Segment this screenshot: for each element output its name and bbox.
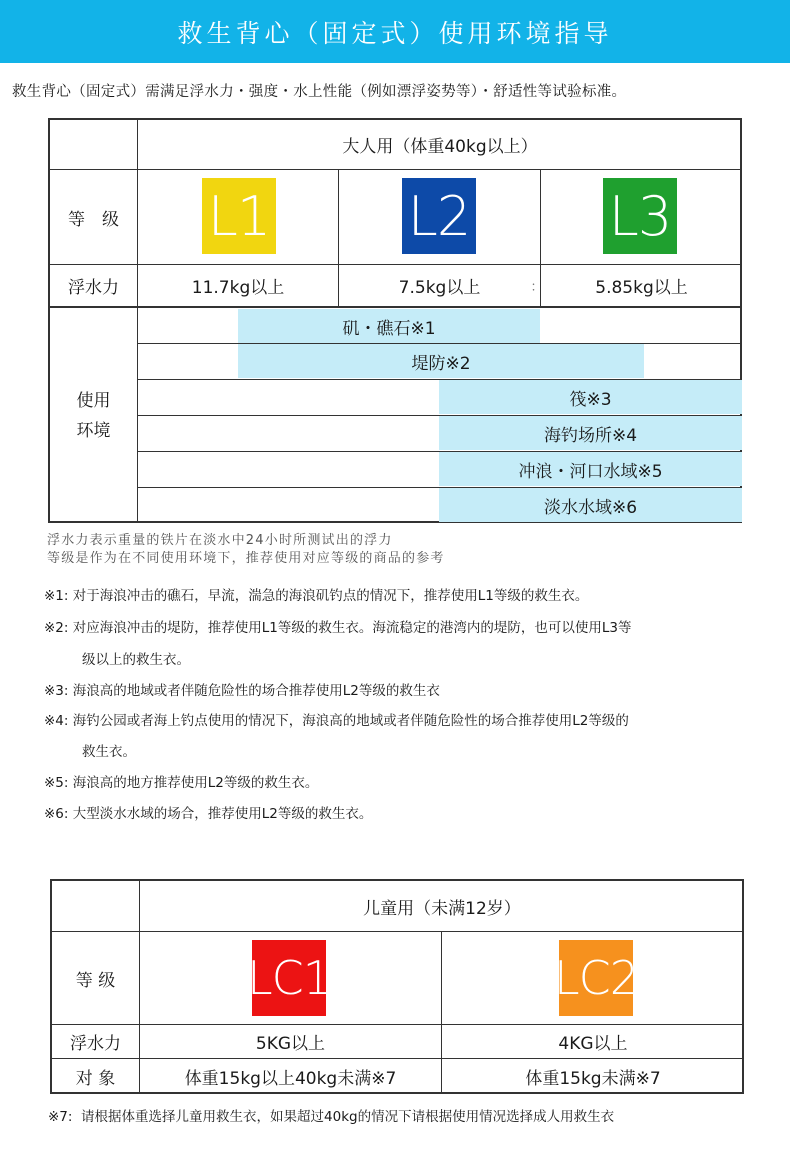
env-label-freshwater: 淡水水域※6: [543, 497, 638, 518]
adult-header: 大人用（体重40kg以上）: [342, 137, 538, 157]
footnote-6: [44, 802, 372, 822]
child-target-label: 对 象: [75, 1069, 116, 1089]
buoyancy-label: 浮水力: [68, 278, 119, 298]
badge-l2: L2: [402, 178, 476, 254]
env-label-fishing: 海钓场所※4: [543, 425, 638, 446]
footnote-mark: ※6:: [44, 806, 69, 822]
env-label-raft: 筏※3: [569, 389, 612, 410]
note-line: 浮水力表示重量的铁片在淡水中24小时所测试出的浮力: [47, 533, 393, 548]
footnote-2-cont: 级以上的救生衣。: [82, 652, 190, 668]
child-buoyancy-lc2: 4KG以上: [558, 1034, 628, 1054]
grade-label: 等 级: [68, 209, 119, 230]
env-label-breakwater: 堤防※2: [411, 353, 471, 374]
adult-table: [48, 118, 742, 523]
child-header: 儿童用（未满12岁）: [363, 898, 521, 919]
footnote-mark: ※1:: [44, 588, 69, 604]
footnote-text: 对应海浪冲击的堤防，推荐使用L1等级的救生衣。海流稳定的港湾内的堤防，也可以使用L3等: [72, 620, 632, 636]
divider: [50, 169, 742, 170]
footnote-mark: ※3:: [44, 683, 69, 699]
child-footnote: ※7: 请根据体重选择儿童用救生衣，如果超过40kg的情况下请根据使用情况选择成人用救生衣: [48, 1109, 615, 1125]
footnote-text: 海钓公园或者海上钓点使用的情况下，海浪高的地域或者伴随危险性的场合推荐使用L2等级的: [72, 713, 629, 729]
buoyancy-value-l2: 7.5kg以上: [398, 278, 481, 298]
badge-lc2: LC2: [559, 940, 633, 1016]
buoyancy-value-l1: 11.7kg以上: [191, 278, 285, 298]
env-label-rock: 矶・礁石※1: [342, 318, 436, 339]
child-target-lc1: 体重15kg以上40kg未满※7: [184, 1069, 397, 1089]
buoyancy-value-l3: 5.85kg以上: [595, 278, 688, 298]
footnote-mark: ※4:: [44, 713, 69, 729]
intro-text: 救生背心（固定式）需满足浮水力・强度・水上性能（例如漂浮姿势等）・舒适性等试验标准。: [12, 84, 627, 100]
footnote-text: 大型淡水水域的场合，推荐使用L2等级的救生衣。: [72, 806, 373, 822]
footnote-mark: ※5:: [44, 775, 69, 791]
child-buoyancy-lc1: 5KG以上: [255, 1034, 326, 1054]
footnote-text: 对于海浪冲击的礁石，早流，湍急的海浪矶钓点的情况下，推荐使用L1等级的救生衣。: [72, 588, 589, 604]
environment-label: [50, 308, 137, 523]
divider: [50, 306, 742, 308]
env-label-surf: 冲浪・河口水域※5: [518, 461, 663, 482]
child-grade-label: 等 级: [75, 970, 116, 991]
footnote-5: [44, 771, 318, 791]
footnote-4: [44, 709, 629, 729]
badge-l1: L1: [202, 178, 276, 254]
stray-mark: ：: [530, 280, 544, 295]
child-table: [50, 879, 744, 1094]
footnote-2: [44, 616, 631, 636]
footnote-3: [44, 679, 440, 699]
environment-label-line: 环境: [76, 420, 111, 441]
footnote-text: 海浪高的地域或者伴随危险性的场合推荐使用L2等级的救生衣: [72, 683, 440, 699]
divider: [52, 931, 744, 932]
child-target-lc2: 体重15kg未满※7: [525, 1069, 661, 1089]
footnote-mark: ※2:: [44, 620, 69, 636]
footnote-4-cont: 救生衣。: [82, 744, 136, 760]
footnote-text: 海浪高的地方推荐使用L2等级的救生衣。: [72, 775, 319, 791]
page-title: 救生背心（固定式）使用环境指导: [0, 0, 790, 63]
footnote-1: [44, 584, 588, 604]
divider: [137, 120, 138, 523]
child-buoyancy-label: 浮水力: [70, 1034, 121, 1054]
badge-lc1: LC1: [252, 940, 326, 1016]
badge-l3: L3: [603, 178, 677, 254]
environment-label-line: 使用: [76, 390, 111, 411]
note-line: 等级是作为在不同使用环境下，推荐使用对应等级的商品的参考: [47, 551, 445, 566]
